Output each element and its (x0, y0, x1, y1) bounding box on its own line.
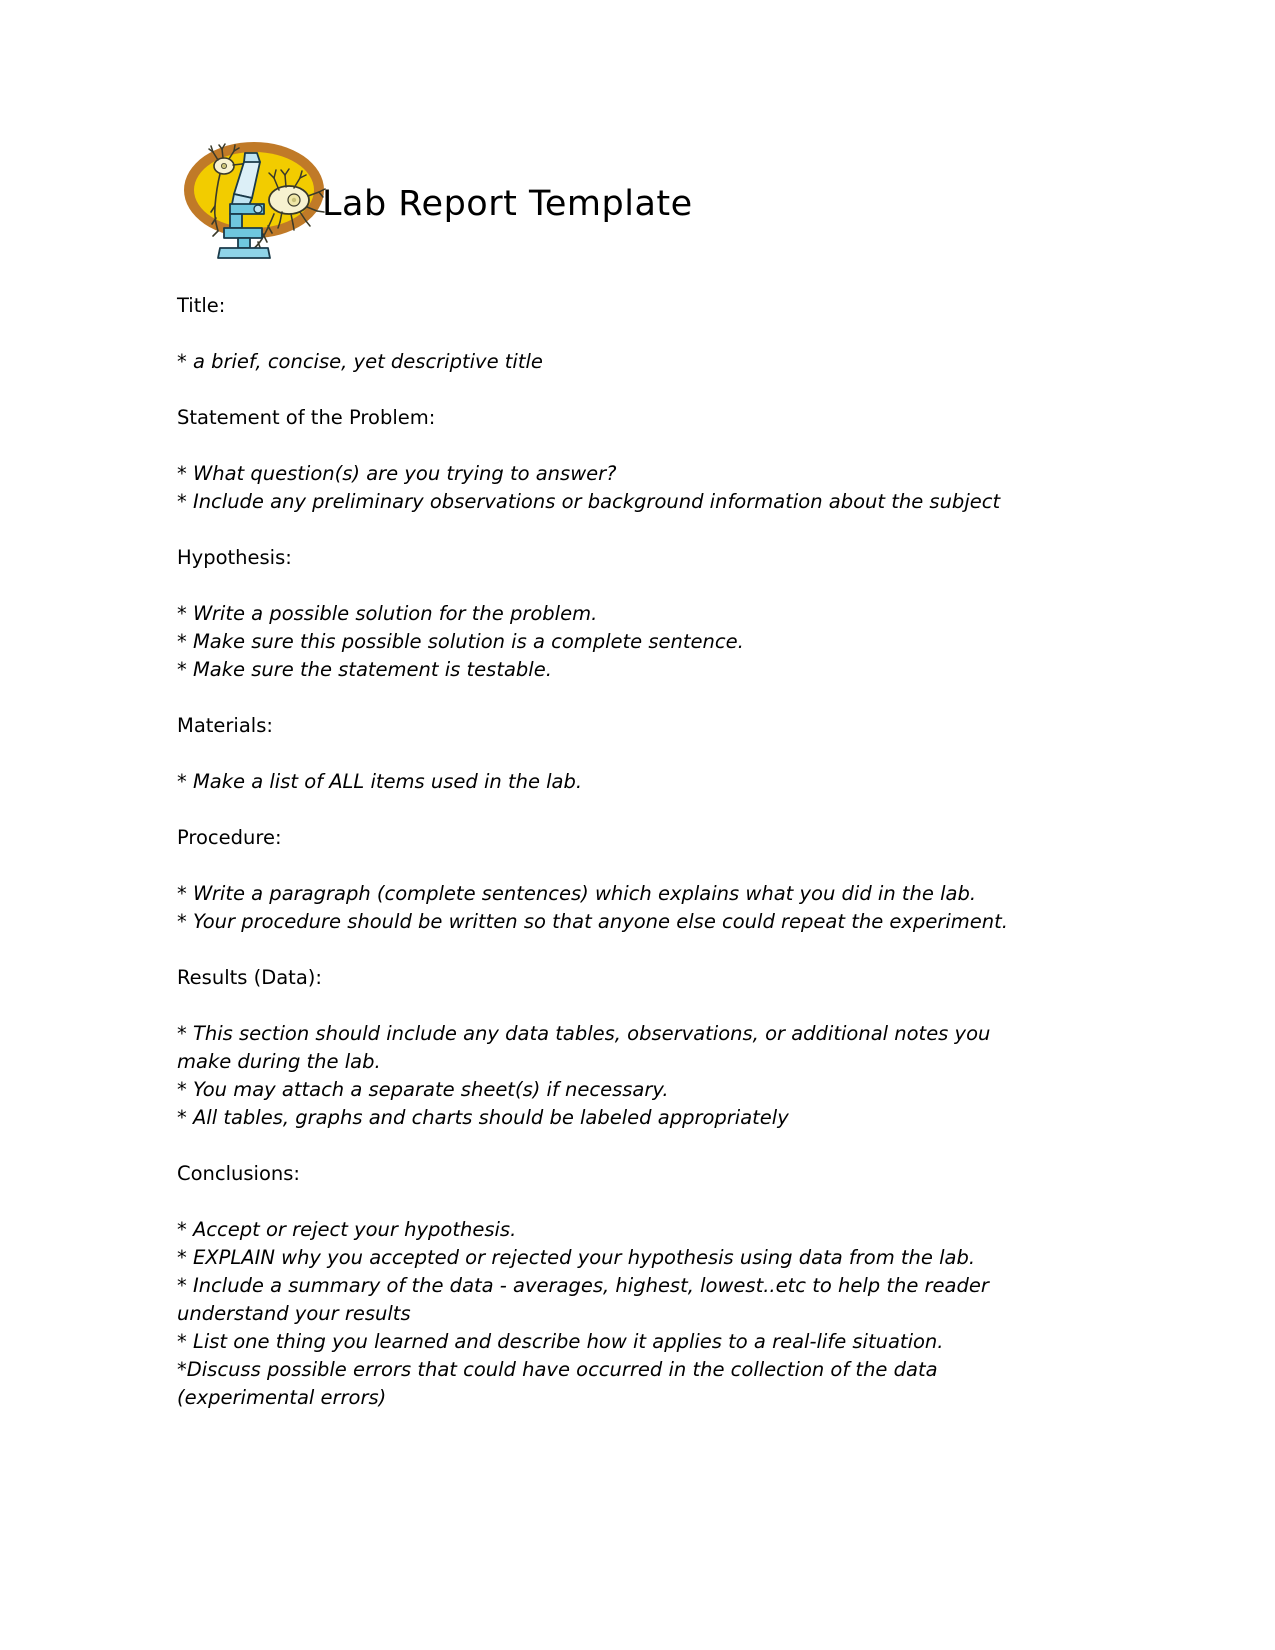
spacer (177, 852, 1017, 880)
section-heading: Conclusions: (177, 1162, 300, 1185)
bullet-item: * Include any preliminary observations or background information about the subject (177, 490, 1001, 513)
section-materials (177, 712, 1017, 824)
document-header (177, 132, 1077, 272)
section-bullets (177, 600, 1017, 684)
bullet-item: * Make sure this possible solution is a complete sentence. (177, 630, 744, 653)
bullet-item: * EXPLAIN why you accepted or rejected your hypothesis using data from the lab. (177, 1246, 976, 1269)
bullet-item: * Accept or reject your hypothesis. (177, 1218, 517, 1241)
spacer (177, 516, 1017, 544)
section-hypothesis (177, 544, 1017, 712)
spacer (177, 376, 1017, 404)
bullet-item: * a brief, concise, yet descriptive title (177, 350, 543, 373)
spacer (177, 320, 1017, 348)
bullet-item: * All tables, graphs and charts should be labeled appropriately (177, 1106, 789, 1129)
spacer (177, 1188, 1017, 1216)
section-bullets (177, 1020, 1017, 1132)
section-results-data (177, 964, 1017, 1160)
spacer (177, 432, 1017, 460)
microscope-neuron-logo (182, 132, 337, 262)
bullet-item: * This section should include any data tables, observations, or additional notes you make during the lab. (177, 1022, 991, 1073)
section-bullets (177, 348, 1017, 376)
section-bullets (177, 768, 1017, 796)
bullet-item: * List one thing you learned and describe how it applies to a real-life situation. (177, 1330, 944, 1353)
bullet-item: * Write a possible solution for the problem. (177, 602, 598, 625)
spacer (177, 796, 1017, 824)
section-heading: Title: (177, 294, 226, 317)
section-conclusions (177, 1160, 1017, 1412)
section-heading: Hypothesis: (177, 546, 292, 569)
page-title: Lab Report Template (322, 184, 693, 224)
spacer (177, 740, 1017, 768)
section-heading: Statement of the Problem: (177, 406, 436, 429)
bullet-item: * Make a list of ALL items used in the lab. (177, 770, 583, 793)
spacer (177, 936, 1017, 964)
section-bullets (177, 460, 1017, 516)
document-body (177, 292, 1017, 1412)
section-heading: Results (Data): (177, 966, 322, 989)
bullet-item: * You may attach a separate sheet(s) if necessary. (177, 1078, 669, 1101)
section-heading: Materials: (177, 714, 273, 737)
bullet-item: * What question(s) are you trying to answer? (177, 462, 617, 485)
section-bullets (177, 880, 1017, 936)
bullet-item: * Write a paragraph (complete sentences) which explains what you did in the lab. (177, 882, 977, 905)
spacer (177, 572, 1017, 600)
bullet-item: * Your procedure should be written so that anyone else could repeat the experiment. (177, 910, 1008, 933)
section-bullets (177, 1216, 1017, 1412)
spacer (177, 684, 1017, 712)
section-procedure (177, 824, 1017, 964)
section-heading: Procedure: (177, 826, 282, 849)
section-statement-of-the-problem (177, 404, 1017, 544)
bullet-item: * Make sure the statement is testable. (177, 658, 552, 681)
spacer (177, 1132, 1017, 1160)
bullet-item: *Discuss possible errors that could have occurred in the collection of the data (experimental errors) (177, 1358, 938, 1409)
spacer (177, 992, 1017, 1020)
bullet-item: * Include a summary of the data - averages, highest, lowest..etc to help the reader understand your results (177, 1274, 989, 1325)
section-title (177, 292, 1017, 404)
